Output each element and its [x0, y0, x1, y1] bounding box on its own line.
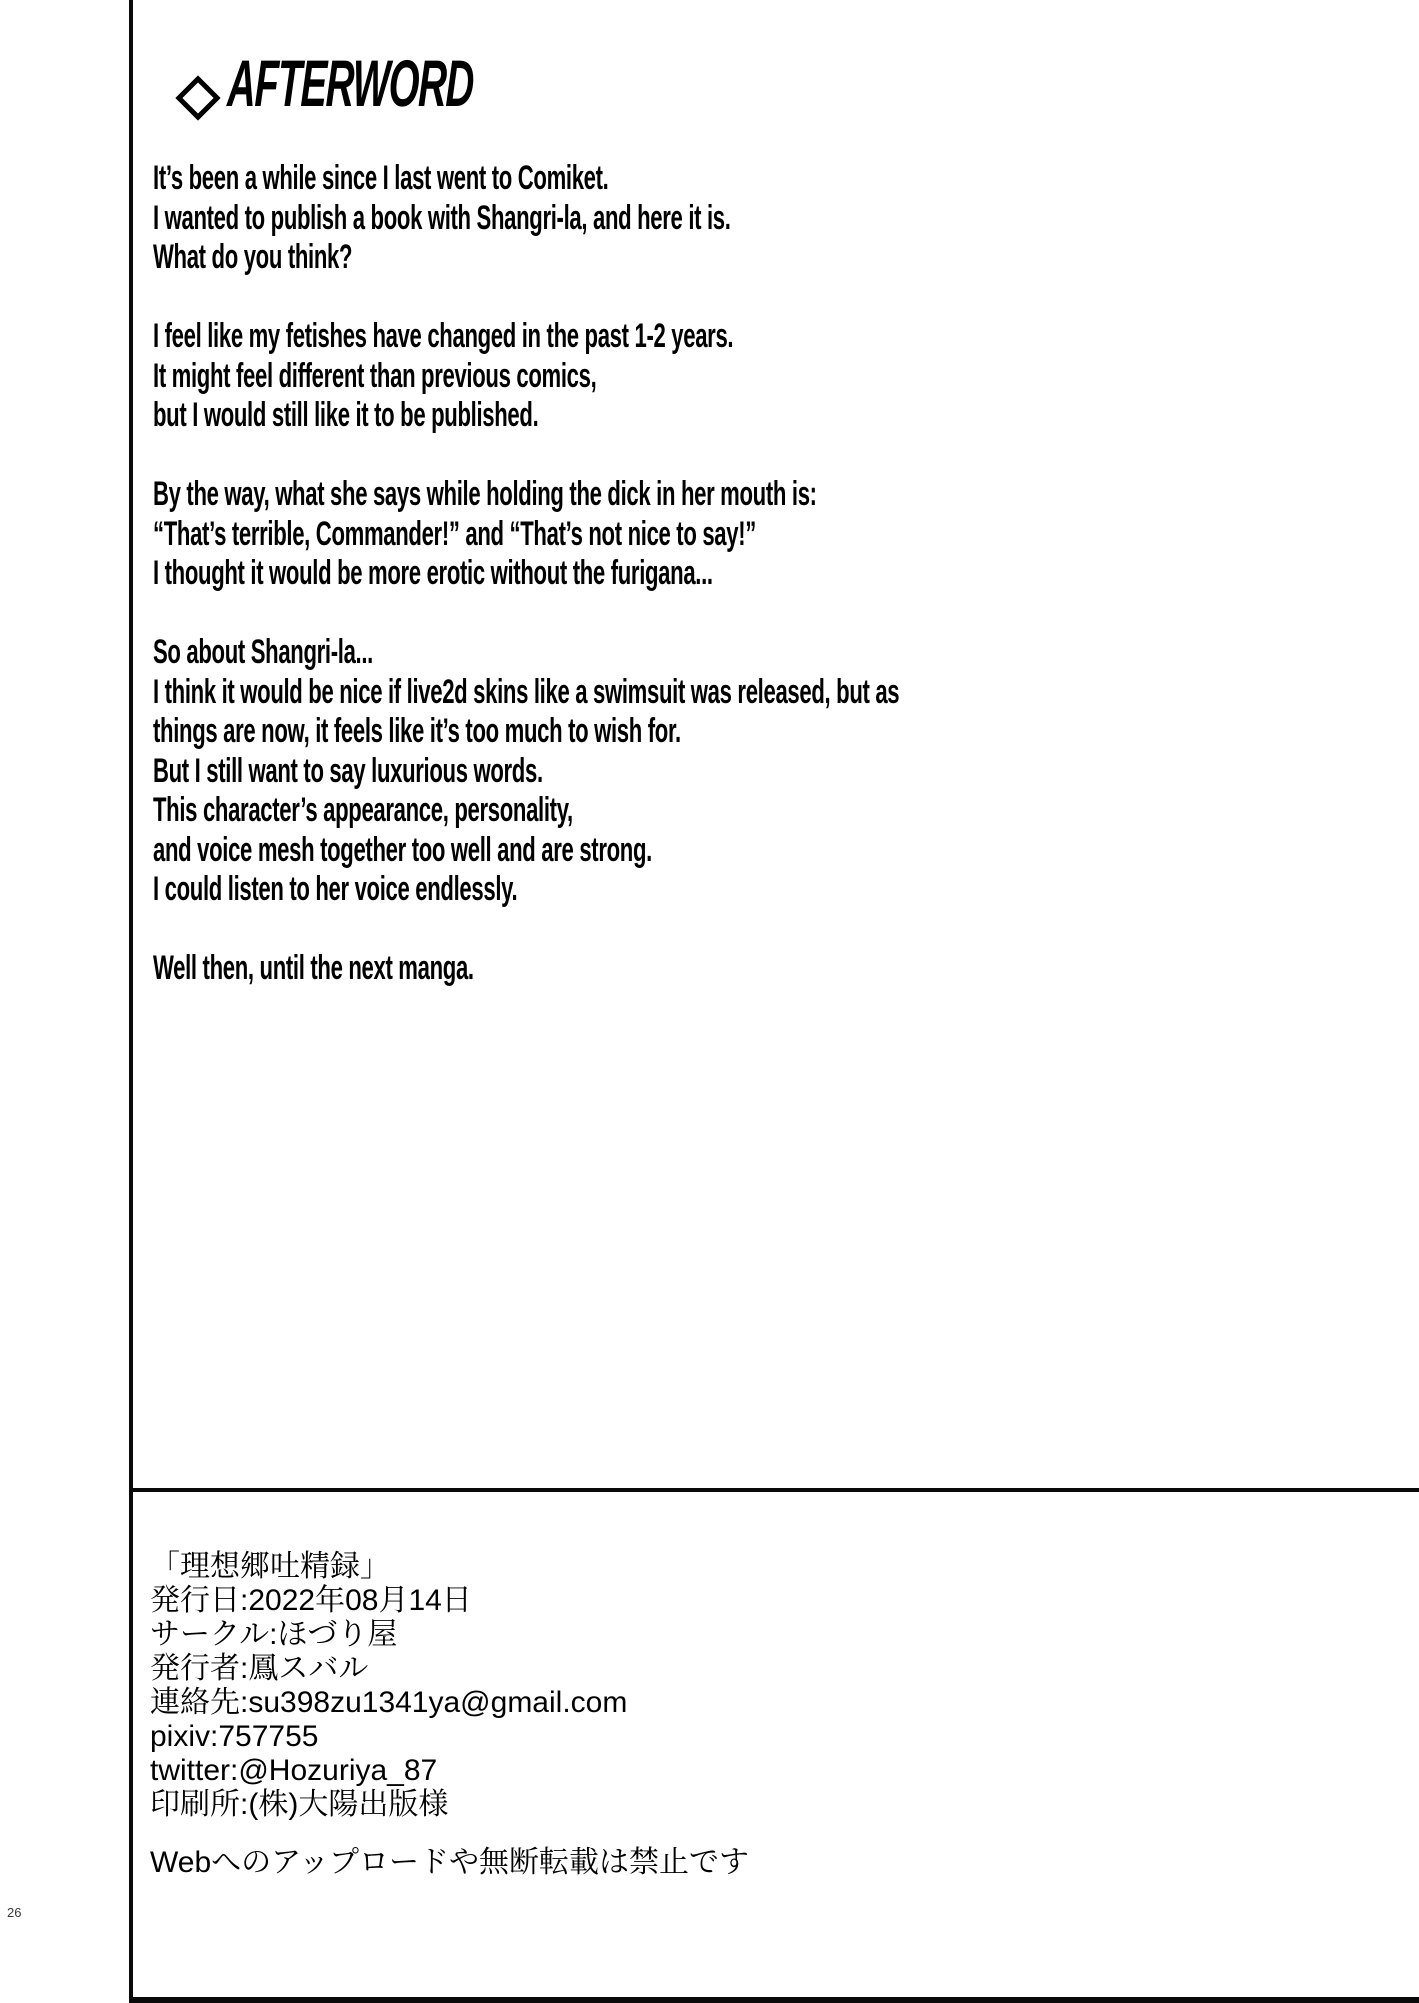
text-line: But I still want to say luxurious words. — [153, 751, 543, 790]
text-line: I wanted to publish a book with Shangri-la, and here it is. — [153, 198, 731, 237]
paragraph-comiket — [153, 159, 1419, 278]
afterword-body — [153, 159, 1419, 989]
diamond-icon — [175, 75, 220, 120]
colophon-circle: サークル:ほづり屋 — [150, 1618, 398, 1651]
text-line: This character’s appearance, personality, — [153, 791, 573, 829]
scan-left-edge — [129, 0, 133, 2003]
colophon-book-title: 「理想郷吐精録」 — [150, 1550, 390, 1583]
colophon-printer: 印刷所:(株)大陽出版様 — [150, 1788, 449, 1821]
text-line: and voice mesh together too well and are strong. — [153, 830, 652, 869]
paragraph-fetishes — [153, 317, 1419, 436]
colophon-divider — [133, 1488, 1419, 1492]
text-line: So about Shangri-la... — [153, 633, 374, 671]
text-line: “That’s terrible, Commander!” and “That’s not nice to say!” — [153, 514, 756, 553]
paragraph-farewell — [153, 949, 1419, 989]
text-line: I think it would be nice if live2d skins like a swimsuit was released, but as — [153, 672, 900, 711]
text-line: It might feel different than previous comics, — [153, 356, 597, 395]
colophon-twitter-handle: twitter:@Hozuriya_87 — [150, 1754, 438, 1787]
text-line: I feel like my fetishes have changed in the past 1-2 years. — [153, 317, 734, 355]
text-line: By the way, what she says while holding the dick in her mouth is: — [153, 475, 817, 513]
text-line: It’s been a while since I last went to Comiket. — [153, 159, 609, 197]
text-line: I could listen to her voice endlessly. — [153, 870, 518, 908]
colophon-pixiv-id: pixiv:757755 — [150, 1720, 319, 1753]
upload-prohibition-notice: Webへのアップロードや無断転載は禁止です — [150, 1846, 750, 1879]
text-line: I thought it would be more erotic without the furigana... — [153, 554, 713, 592]
paragraph-shangri-la — [153, 633, 1419, 910]
text-line: What do you think? — [153, 238, 353, 276]
colophon-publisher: 発行者:鳳スバル — [150, 1652, 369, 1685]
page-number: 26 — [7, 1905, 22, 1920]
text-line: Well then, until the next manga. — [153, 949, 474, 987]
scan-bottom-edge — [129, 1997, 1419, 2003]
paragraph-dialogue — [153, 475, 1419, 594]
afterword-title: AFTERWORD — [226, 46, 474, 120]
colophon — [150, 1550, 749, 1880]
colophon-contact-email: 連絡先:su398zu1341ya@gmail.com — [150, 1686, 628, 1719]
colophon-publish-date: 発行日:2022年08月14日 — [150, 1584, 472, 1617]
text-line: things are now, it feels like it’s too much to wish for. — [153, 712, 681, 750]
text-line: but I would still like it to be published. — [153, 396, 539, 434]
